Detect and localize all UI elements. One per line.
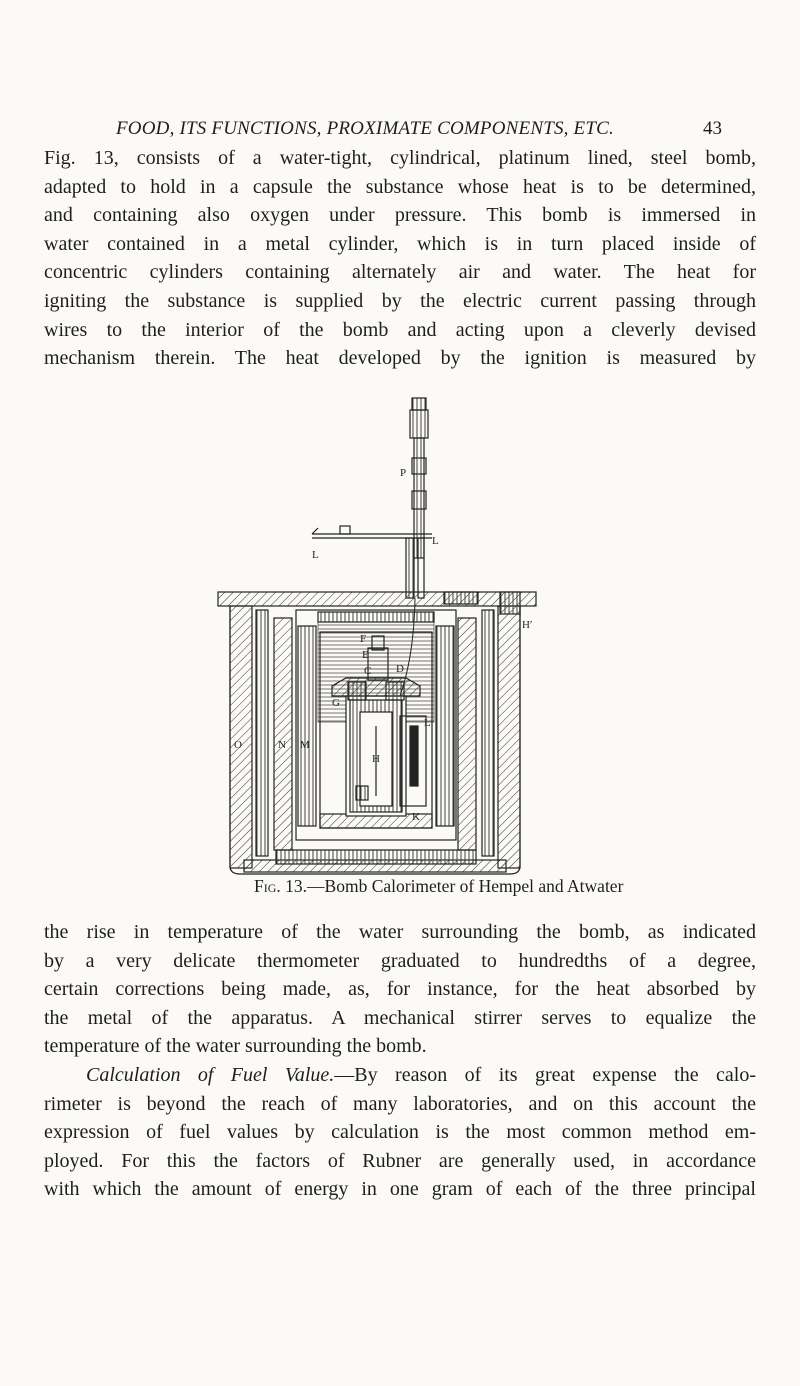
- text-line: mechanism therein. The heat developed by the ignition is measured by: [44, 347, 756, 370]
- text-line: Fig. 13, consists of a water-tight, cylindrical, platinum lined, steel bomb,: [44, 147, 756, 169]
- text-line: adapted to hold in a capsule the substance whose heat is to be determined,: [44, 175, 756, 198]
- text-line: concentric cylinders containing alternately air and water. The heat for: [44, 261, 756, 284]
- label-o: O: [234, 739, 242, 751]
- text-line: water contained in a metal cylinder, which is in turn placed inside of: [44, 232, 756, 255]
- figure-caption: [254, 876, 623, 897]
- text-fragment: —By reason of its great expense the calo-: [334, 1063, 756, 1086]
- label-p: P: [400, 467, 407, 479]
- paragraph-2: [44, 918, 756, 1204]
- text-line: rimeter is beyond the reach of many laboratories, and on this account the: [44, 1092, 756, 1115]
- page-number: 43: [703, 118, 722, 139]
- label-k: K: [412, 811, 420, 823]
- label-d: D: [396, 663, 404, 675]
- text-line: wires to the interior of the bomb and acting upon a cleverly devised: [44, 318, 756, 341]
- section-heading: Calculation of Fuel Value.: [86, 1063, 335, 1086]
- text-line: by a very delicate thermometer graduated to hundredths of a degree,: [44, 949, 756, 972]
- caption-text: —Bomb Calorimeter of Hempel and Atwater: [307, 876, 624, 896]
- label-m: M: [300, 739, 310, 751]
- text-line: with which the amount of energy in one gram of each of the three principal: [44, 1178, 756, 1201]
- label-h: H: [372, 753, 380, 765]
- text-line: the metal of the apparatus. A mechanical stirrer serves to equalize the: [44, 1006, 756, 1029]
- label-e: E: [362, 649, 369, 661]
- running-head: FOOD, ITS FUNCTIONS, PROXIMATE COMPONENTS, ETC.: [116, 118, 614, 139]
- text-line: certain corrections being made, as, for instance, for the heat absorbed by: [44, 978, 756, 1001]
- label-l-top: L: [432, 535, 439, 547]
- text-line-with-heading: [44, 1061, 756, 1090]
- label-c: C: [364, 665, 372, 677]
- calorimeter-illustration: [200, 396, 550, 876]
- caption-label: Fig. 13.: [254, 876, 308, 896]
- label-n: N: [278, 739, 286, 751]
- text-line: expression of fuel values by calculation is the most common method em-: [44, 1121, 756, 1144]
- calorimeter-figure: [200, 396, 550, 876]
- text-line: igniting the substance is supplied by the electric current passing through: [44, 289, 756, 312]
- text-line: the rise in temperature of the water surrounding the bomb, as indicated: [44, 921, 756, 943]
- label-g: G: [332, 697, 340, 709]
- label-f: F: [360, 633, 367, 645]
- text-line: temperature of the water surrounding the bomb.: [44, 1035, 427, 1058]
- label-l-left: L: [312, 549, 319, 561]
- text-line: and containing also oxygen under pressure. This bomb is immersed in: [44, 204, 756, 227]
- label-h-prime: H′: [522, 619, 533, 631]
- label-l-prime: L′: [424, 717, 434, 729]
- paragraph-1: [44, 144, 756, 373]
- text-line: ployed. For this the factors of Rubner are generally used, in accordance: [44, 1149, 756, 1172]
